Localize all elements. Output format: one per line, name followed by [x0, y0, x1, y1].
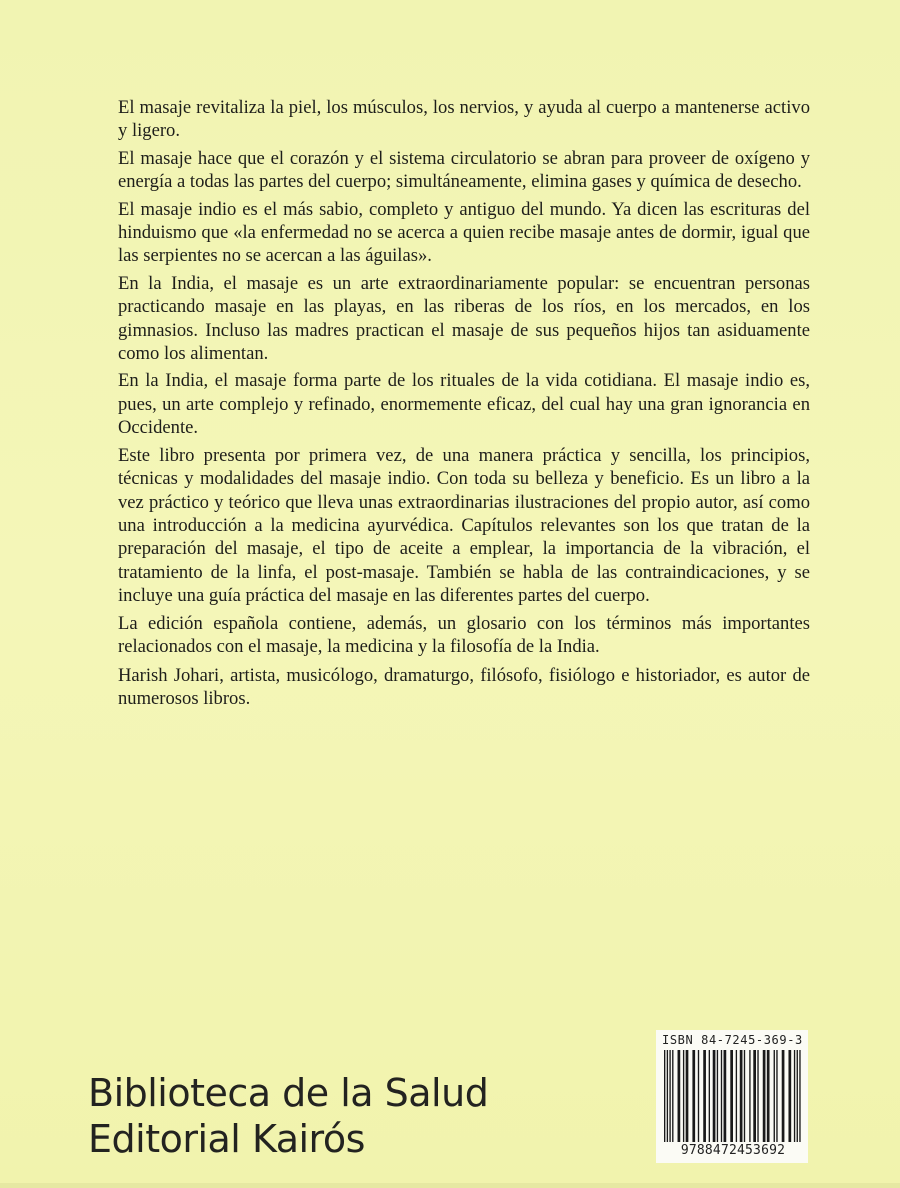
- isbn-label: ISBN 84-7245-369-3: [662, 1033, 803, 1047]
- paragraph: La edición española contiene, además, un glosario con los términos más importantes relacionados con el masaje, la medicina y la filosofía de la India.: [118, 612, 810, 657]
- barcode-bar: [753, 1050, 756, 1142]
- barcode-bar: [749, 1050, 750, 1142]
- series-name: Biblioteca de la Salud: [88, 1071, 489, 1115]
- barcode-bar: [713, 1050, 716, 1142]
- barcode-bar: [667, 1050, 668, 1142]
- paragraph: En la India, el masaje es un arte extraordinariamente popular: se encuentran personas practicando masaje en las playas, en las riberas de los ríos, en los mercados, en los gimnasios. Incluso las madres practican el masaje de sus pequeños hijos tan asiduamente como los alimentan.: [118, 272, 810, 365]
- paragraph: El masaje revitaliza la piel, los músculos, los nervios, y ayuda al cuerpo a mantenerse activo y ligero.: [118, 97, 810, 142]
- barcode: [656, 1030, 808, 1163]
- barcode-bar: [698, 1050, 699, 1142]
- bottom-edge: [0, 1183, 900, 1188]
- imprint: [88, 1070, 488, 1162]
- barcode-bars-icon: [664, 1050, 802, 1142]
- author-bio: Harish Johari, artista, musicólogo, dramaturgo, filósofo, fisiólogo e historiador, es autor de numerosos libros.: [118, 665, 810, 710]
- barcode-bar: [799, 1050, 800, 1142]
- barcode-bar: [724, 1050, 727, 1142]
- barcode-bar: [763, 1050, 766, 1142]
- barcode-bar: [736, 1050, 737, 1142]
- barcode-bar: [730, 1050, 733, 1142]
- barcode-bar: [740, 1050, 743, 1142]
- paragraph: En la India, el masaje forma parte de los rituales de la vida cotidiana. El masaje indio es, pues, un arte complejo y refinado, enormemente eficaz, del cual hay una gran ignorancia en Occidente.: [118, 370, 810, 439]
- blurb-text: [118, 96, 810, 662]
- barcode-bar: [672, 1050, 673, 1142]
- barcode-bar: [757, 1050, 758, 1142]
- barcode-bar: [767, 1050, 770, 1142]
- ean-digits: 9788472453692: [680, 1143, 786, 1158]
- publisher-name: Editorial Kairós: [88, 1117, 365, 1161]
- barcode-bar: [797, 1050, 798, 1142]
- barcode-bar: [664, 1050, 665, 1142]
- barcode-bar: [788, 1050, 791, 1142]
- paragraph: El masaje indio es el más sabio, completo y antiguo del mundo. Ya dicen las escrituras del hinduismo que «la enfermedad no se acerca a quien recibe masaje antes de dormir, igual que las serpientes no se acercan a las águilas».: [118, 198, 810, 267]
- barcode-bar: [692, 1050, 695, 1142]
- barcode-bar: [721, 1050, 722, 1142]
- barcode-bar: [683, 1050, 684, 1142]
- barcode-bar: [744, 1050, 745, 1142]
- barcode-bar: [776, 1050, 777, 1142]
- barcode-bar: [717, 1050, 718, 1142]
- barcode-bar: [782, 1050, 785, 1142]
- barcode-bar: [709, 1050, 710, 1142]
- barcode-bar: [678, 1050, 681, 1142]
- barcode-bar: [703, 1050, 706, 1142]
- paragraph: El masaje hace que el corazón y el sistema circulatorio se abran para proveer de oxígeno y energía a todas las partes del cuerpo; simultáneamente, elimina gases y química de desecho.: [118, 147, 810, 193]
- barcode-bar: [669, 1050, 670, 1142]
- barcode-bar: [794, 1050, 795, 1142]
- barcode-bar: [774, 1050, 775, 1142]
- paragraph: Este libro presenta por primera vez, de una manera práctica y sencilla, los principios, técnicas y modalidades del masaje indio. Con toda su belleza y beneficio. Es un libro a la vez práctico y teórico que lleva unas extraordinarias ilustraciones del propio autor, así como una introducción a la medicina ayurvédica. Capítulos relevantes son los que tratan de la preparación del masaje, el tipo de aceite a emplear, la importancia de la vibración, el tratamiento de la linfa, el post-masaje. También se habla de las contraindicaciones, y se incluye una guía práctica del masaje en las diferentes partes del cuerpo.: [118, 444, 810, 607]
- barcode-bar: [686, 1050, 689, 1142]
